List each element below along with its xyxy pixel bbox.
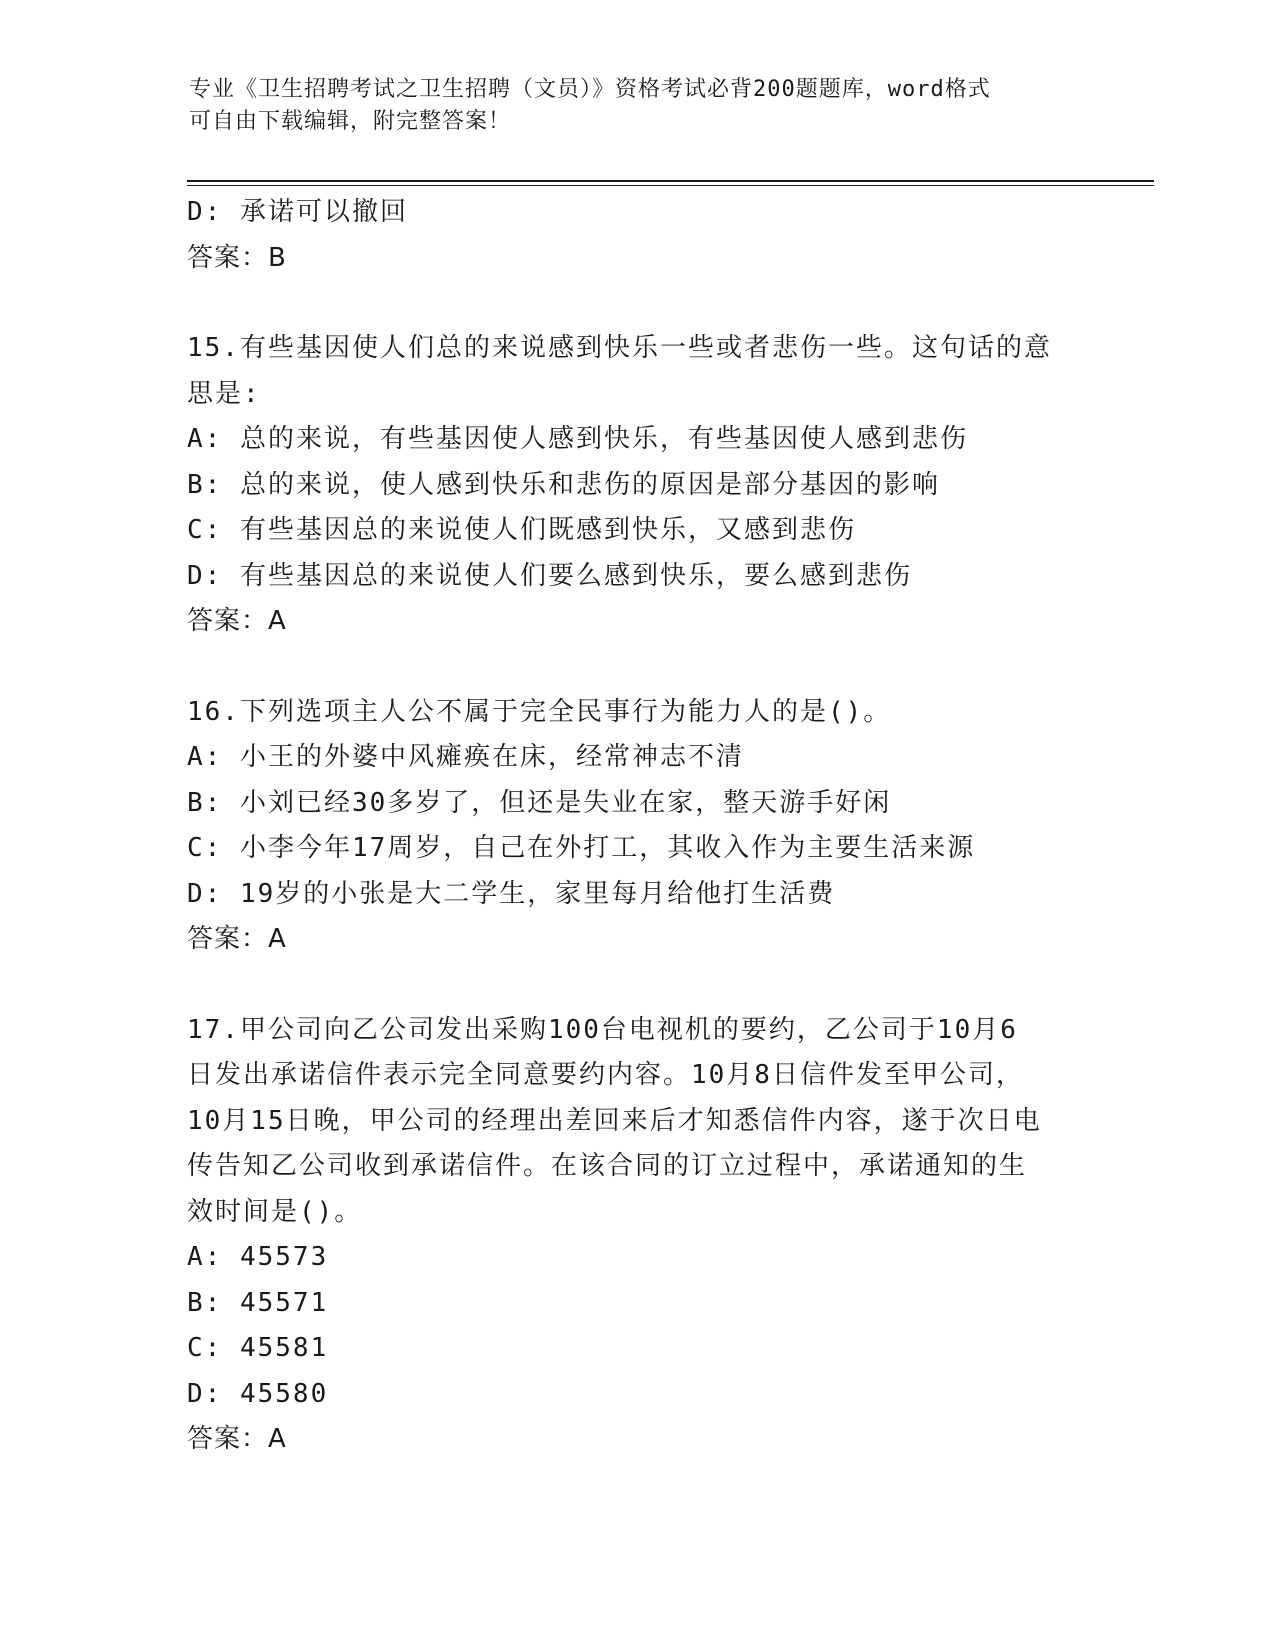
question-stem: 日发出承诺信件表示完全同意要约内容。10月8日信件发至甲公司， [187,1060,1024,1090]
question-stem: 效时间是()。 [187,1196,363,1227]
question-stem: 思是: [187,378,261,409]
question-stem: 15.有些基因使人们总的来说感到快乐一些或者悲伤一些。这句话的意 [187,333,1052,363]
question-stem: 10月15日晚，甲公司的经理出差回来后才知悉信件内容，遂于次日电 [187,1105,1042,1136]
option-b: B: 小刘已经30多岁了，但还是失业在家，整天游手好闲 [187,787,892,818]
option-a: A: 小王的外婆中风瘫痪在床，经常神志不清 [187,742,744,772]
answer: 答案：A [187,606,287,636]
option-d: D: 45580 [187,1378,329,1409]
option-c: C: 小李今年17周岁，自己在外打工，其收入作为主要生活来源 [187,833,976,863]
question-15 [187,326,1087,645]
option-c: C: 45581 [187,1333,329,1363]
option-d: D: 19岁的小张是大二学生，家里每月给他打生活费 [187,878,836,909]
option-a: A: 总的来说，有些基因使人感到快乐，有些基因使人感到悲伤 [187,424,968,454]
answer: 答案：A [187,1424,287,1454]
question-17 [187,1008,1087,1463]
option-b: B: 总的来说，使人感到快乐和悲伤的原因是部分基因的影响 [187,469,940,500]
spacer [187,281,1087,326]
option-b: B: 45571 [187,1287,329,1318]
option-d: D: 有些基因总的来说使人们要么感到快乐，要么感到悲伤 [187,560,912,591]
answer: 答案：A [187,924,287,954]
header-title-line-2: 可自由下载编辑，附完整答案！ [189,109,512,134]
question-16 [187,690,1087,963]
header-divider-thick [187,180,1154,182]
header-title-line-1: 专业《卫生招聘考试之卫生招聘（文员）》资格考试必背200题题库，word格式 [189,77,991,102]
question-stem: 传告知乙公司收到承诺信件。在该合同的订立过程中，承诺通知的生 [187,1151,1028,1181]
option-c: C: 有些基因总的来说使人们既感到快乐，又感到悲伤 [187,515,856,545]
header-divider-thin [187,185,1154,186]
question-content [187,190,1087,1463]
question-stem: 16.下列选项主人公不属于完全民事行为能力人的是()。 [187,696,892,727]
option-a: A: 45573 [187,1242,329,1272]
prev-question-answer: 答案：B [187,242,287,273]
question-stem: 17.甲公司向乙公司发出采购100台电视机的要约，乙公司于10月6 [187,1014,1018,1045]
spacer [187,645,1087,690]
prev-question-option-d: D: 承诺可以撤回 [187,197,408,227]
document-header [189,74,1069,138]
spacer [187,963,1087,1008]
